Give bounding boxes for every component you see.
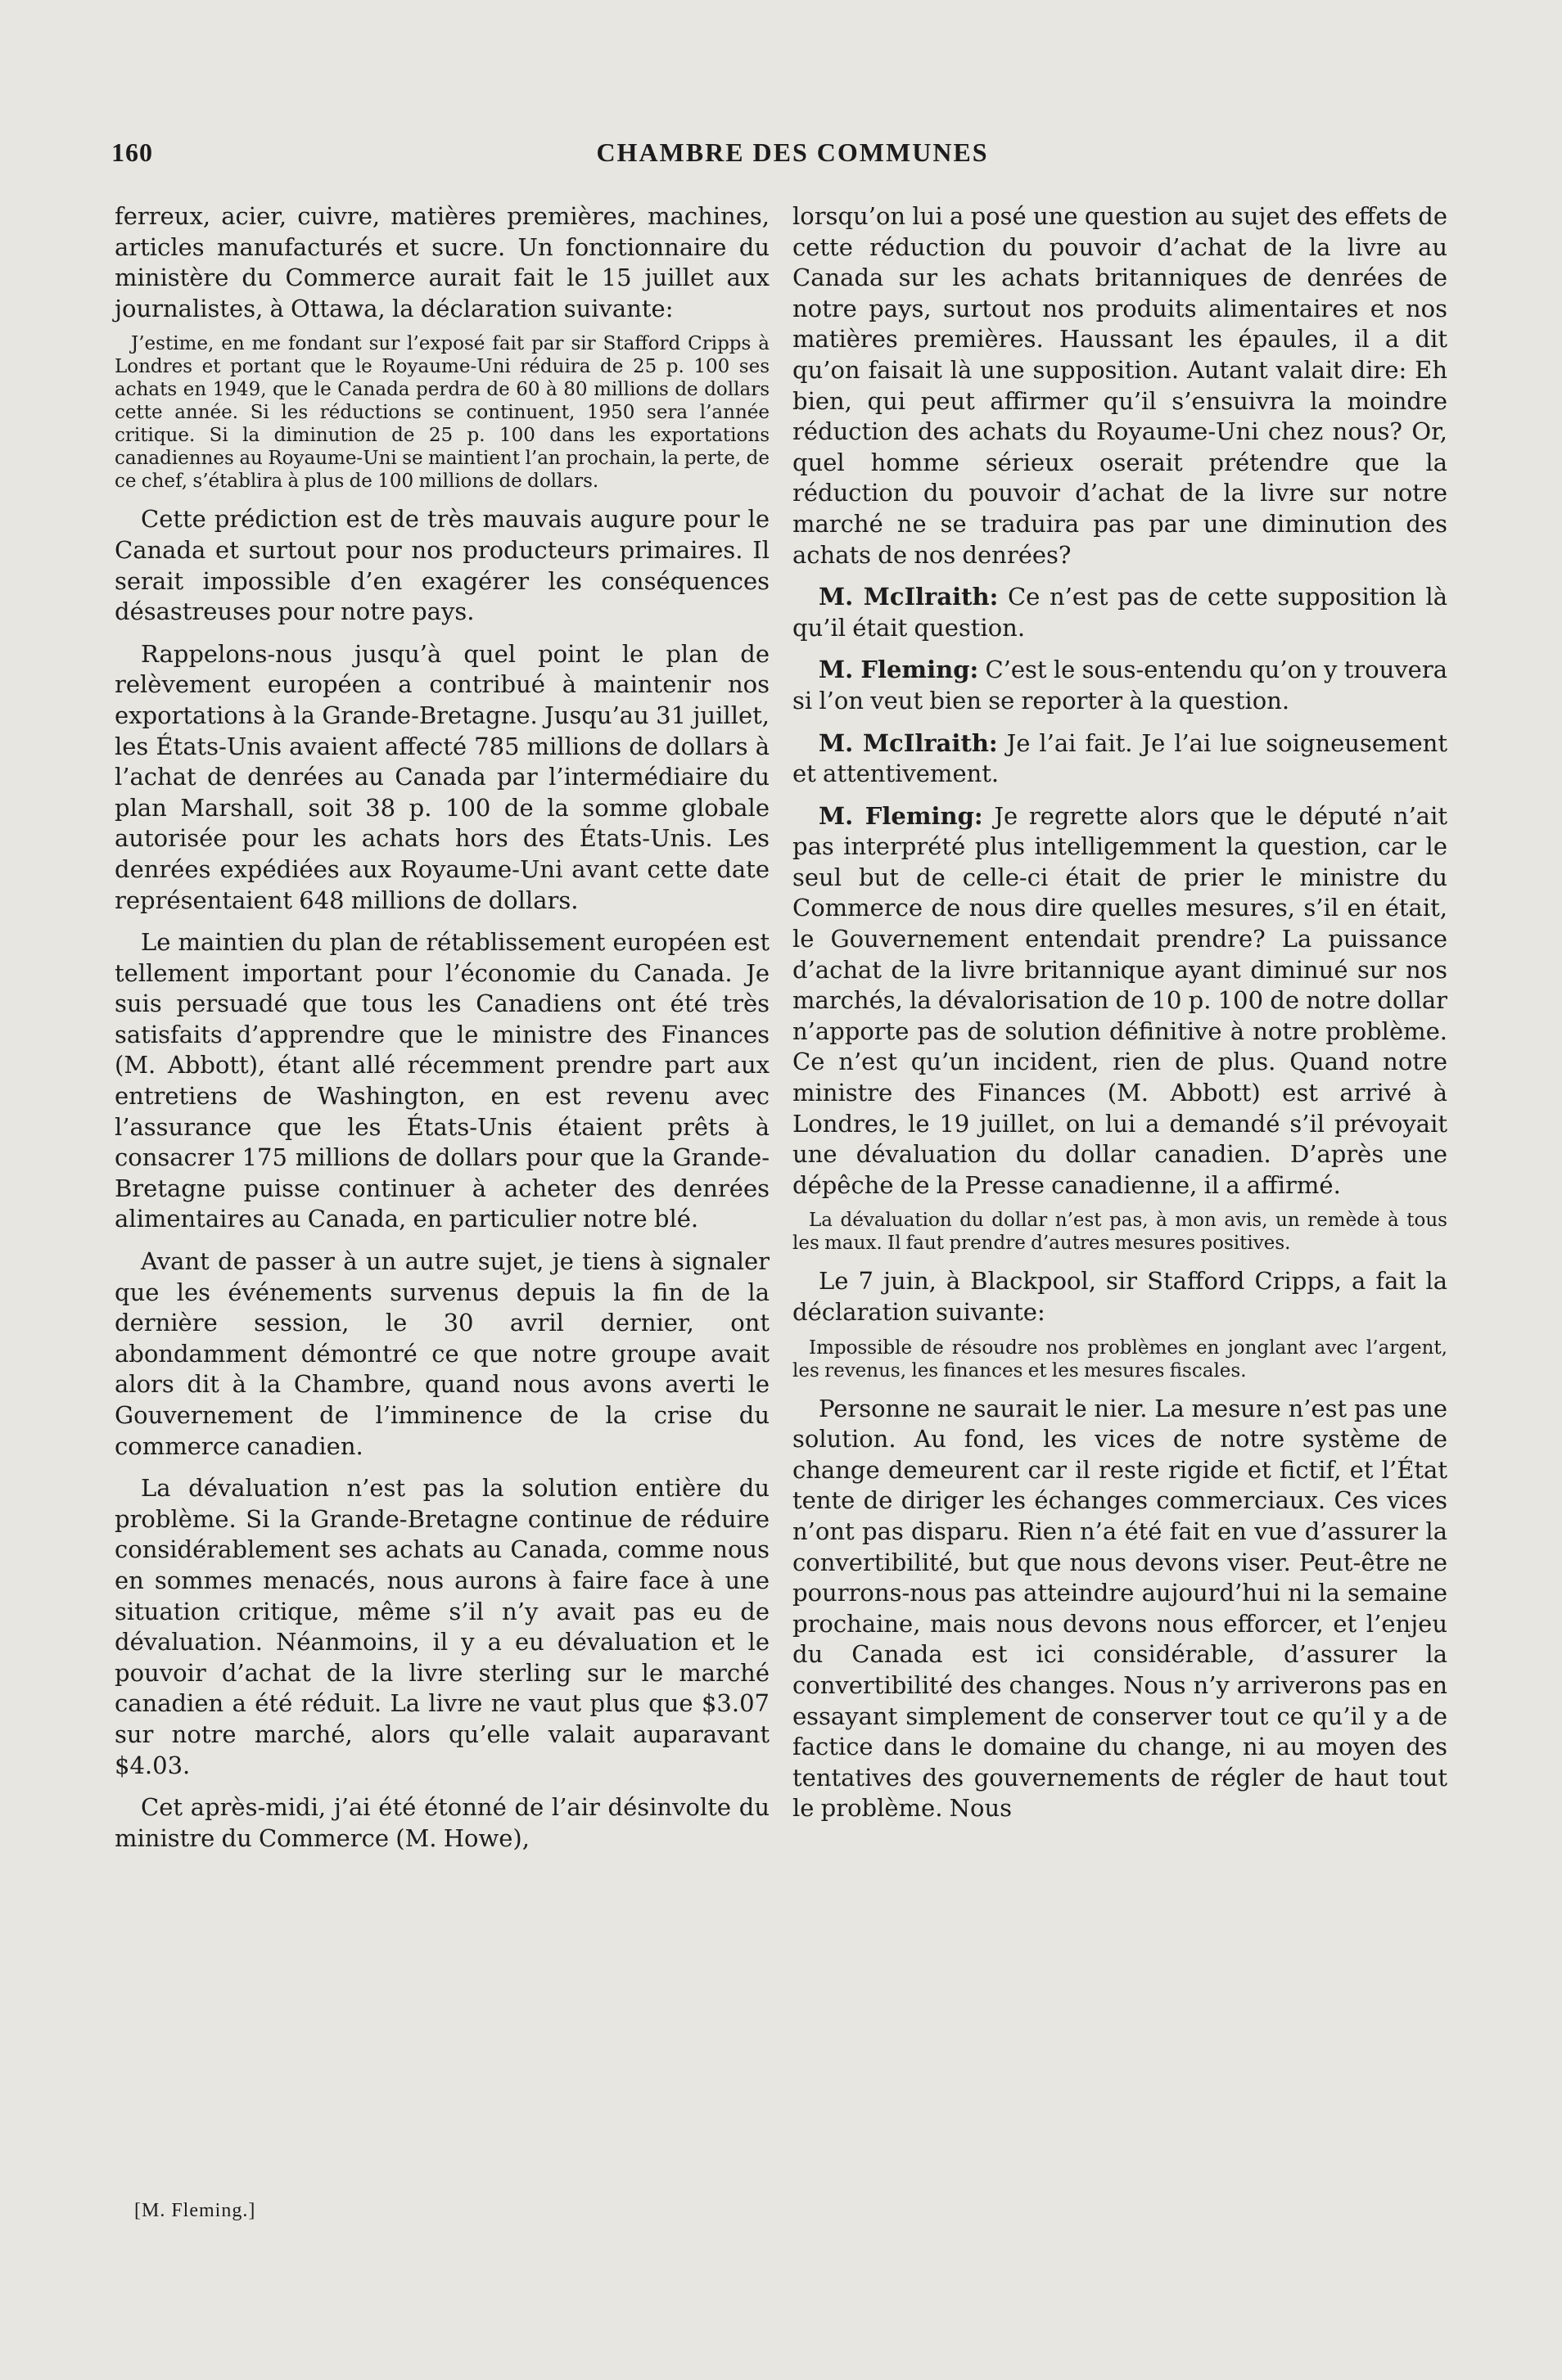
speech-paragraph xyxy=(792,728,1447,790)
paragraph: Rappelons-nous jusqu’à quel point le plan de relèvement européen a contribué à maintenir nos exportations à la Grande-Bretagne. Jusqu’au 31 juillet, les États-Unis avaient affecté 785 millions de dollars à l’achat de denrées au Canada par l’intermédiaire du plan Marshall, soit 38 p. 100 de la somme globale autorisée pour les achats hors des États-Unis. Les denrées expédiées aux Royaume-Uni avant cette date représentaient 648 millions de dollars. xyxy=(115,639,770,914)
footer-attribution: [M. Fleming.] xyxy=(134,2200,256,2221)
block-quote: Impossible de résoudre nos problèmes en jonglant avec l’argent, les revenus, les finances et les mesures fiscales. xyxy=(792,1336,1447,1382)
speaker-name: M. Fleming: xyxy=(819,801,983,830)
paragraph: Cette prédiction est de très mauvais augure pour le Canada et surtout pour nos producteurs primaires. Il serait impossible d’en exagérer les conséquences désastreuses pour notre pays. xyxy=(115,505,770,626)
page-header xyxy=(111,137,1474,175)
speaker-name: M. McIlraith: xyxy=(819,728,998,757)
paragraph: ferreux, acier, cuivre, matières premières, machines, articles manufacturés et sucre. Un fonctionnaire du ministère du Commerce aurait fait le 15 juillet aux journalistes, à Ottawa, la déclaration suivante: xyxy=(115,202,770,322)
paragraph: Personne ne saurait le nier. La mesure n’est pas une solution. Au fond, les vices de notre système de change demeurent car il reste rigide et fictif, et l’État tente de diriger les échanges commerciaux. Ces vices n’ont pas disparu. Rien n’a été fait en vue d’assurer la convertibilité, but que nous devons viser. Peut-être ne pourrons-nous pas atteindre aujourd’hui ni la semaine prochaine, mais nous devons nous efforcer, et l’enjeu du Canada est ici considérable, d’assurer la convertibilité des changes. Nous n’y arriverons pas en essayant simplement de conserver tout ce qu’il y a de factice dans le domaine du change, ni au moyen des tentatives des gouvernements de régler de haut tout le problème. Nous xyxy=(792,1394,1447,1823)
speech-text: Je regrette alors que le député n’ait pas interprété plus intelligemment la question, car le seul but de celle-ci était de prier le ministre du Commerce de nous dire quelles mesures, s’il en était, le Gouvernement entendait prendre? La puissance d’achat de la livre britannique ayant diminué sur nos marchés, la dévalorisation de 10 p. 100 de notre dollar n’apporte pas de solution définitive à notre problème. Ce n’est qu’un incident, rien de plus. Quand notre ministre des Finances (M. Abbott) est arrivé à Londres, le 19 juillet, on lui a demandé s’il prévoyait une dévaluation du dollar canadien. D’après une dépêche de la Presse canadienne, il a affirmé. xyxy=(792,801,1448,1199)
block-quote: J’estime, en me fondant sur l’exposé fait par sir Stafford Cripps à Londres et portant que le Royaume-Uni réduira de 25 p. 100 ses achats en 1949, que le Canada perdra de 60 à 80 millions de dollars cette année. Si les réductions se continuent, 1950 sera l’année critique. Si la diminution de 25 p. 100 dans les exportations canadiennes au Royaume-Uni se maintient l’an prochain, la perte, de ce chef, s’établira à plus de 100 millions de dollars. xyxy=(115,333,770,493)
paragraph: La dévaluation n’est pas la solution entière du problème. Si la Grande-Bretagne continue de réduire considérablement ses achats au Canada, comme nous en sommes menacés, nous aurons à faire face à une situation critique, même s’il n’y avait pas eu de dévaluation. Néanmoins, il y a eu dévaluation et le pouvoir d’achat de la livre sterling sur le marché canadien a été réduit. La livre ne vaut plus que $3.07 sur notre marché, alors qu’elle valait auparavant $4.03. xyxy=(115,1474,770,1779)
paragraph: lorsqu’on lui a posé une question au sujet des effets de cette réduction du pouvoir d’achat de la livre au Canada sur les achats britanniques de denrées de notre pays, surtout nos produits alimentaires et nos matières premières. Haussant les épaules, il a dit qu’on faisait là une supposition. Autant valait dire: Eh bien, qui peut affirmer qu’il s’ensuivra la moindre réduction des achats du Royaume-Uni chez nous? Or, quel homme sérieux oserait prétendre que la réduction du pouvoir d’achat de la livre sur notre marché ne se traduira pas par une diminution des achats de nos denrées? xyxy=(792,202,1447,569)
speech-paragraph xyxy=(792,801,1447,1201)
speech-paragraph xyxy=(792,655,1447,716)
speech-paragraph xyxy=(792,582,1447,643)
running-head: CHAMBRE DES COMMUNES xyxy=(596,137,989,167)
paragraph: Le 7 juin, à Blackpool, sir Stafford Cripps, a fait la déclaration suivante: xyxy=(792,1267,1447,1326)
speaker-name: M. Fleming: xyxy=(819,656,979,684)
block-quote: La dévaluation du dollar n’est pas, à mon avis, un remède à tous les maux. Il faut prendre d’autres mesures positives. xyxy=(792,1210,1447,1255)
page-number: 160 xyxy=(111,137,153,167)
speech-text: C’est le sous-entendu qu’on y trouvera si l’on veut bien se reporter à la question. xyxy=(792,656,1447,714)
paragraph: Le maintien du plan de rétablissement européen est tellement important pour l’économie du Canada. Je suis persuadé que tous les Canadiens ont été très satisfaits d’apprendre que le ministre des Finances (M. Abbott), étant allé récemment prendre part aux entretiens de Washington, en est revenu avec l’assurance que les États-Unis étaient prêts à consacrer 175 millions de dollars pour que la Grande-Bretagne puisse continuer à acheter des denrées alimentaires au Canada, en particulier notre blé. xyxy=(115,928,770,1233)
paragraph: Cet après-midi, j’ai été étonné de l’air désinvolte du ministre du Commerce (M. Howe), xyxy=(115,1793,770,1852)
speech-text: Ce n’est pas de cette supposition là qu’il était question. xyxy=(792,583,1448,642)
paragraph: Avant de passer à un autre sujet, je tiens à signaler que les événements survenus depuis la fin de la dernière session, le 30 avril dernier, ont abondamment démontré ce que notre groupe avait alors dit à la Chambre, quand nous avons averti le Gouvernement de l’imminence de la crise du commerce canadien. xyxy=(115,1247,770,1460)
right-column xyxy=(792,201,1447,1824)
speech-text: Je l’ai fait. Je l’ai lue soigneusement et attentivement. xyxy=(792,728,1447,788)
left-column xyxy=(115,201,770,1854)
speaker-name: M. McIlraith: xyxy=(819,583,999,611)
